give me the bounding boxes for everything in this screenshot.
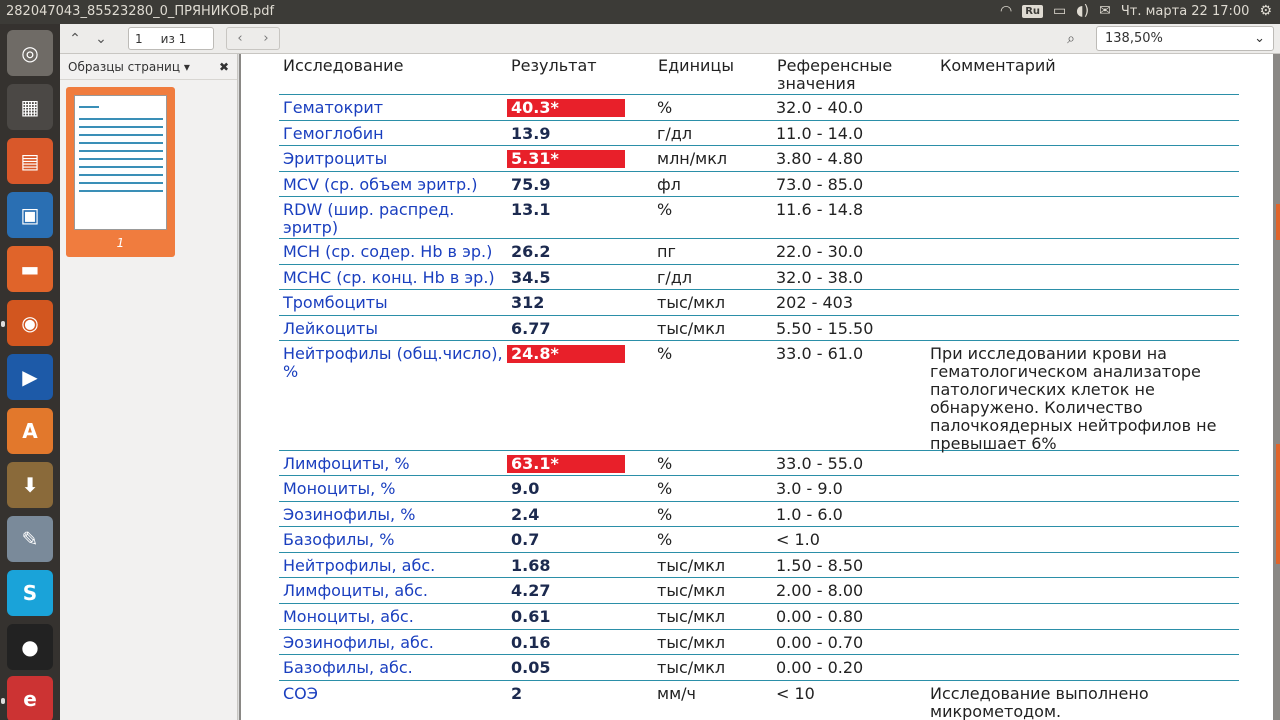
thumbnail-page-number: 1 bbox=[116, 236, 125, 250]
test-name: Базофилы, % bbox=[283, 530, 395, 549]
table-row bbox=[279, 604, 1239, 630]
result-value-flagged: 24.8* bbox=[507, 345, 625, 363]
reference-range: 11.6 - 14.8 bbox=[776, 200, 864, 219]
table-row bbox=[279, 172, 1239, 197]
units: мм/ч bbox=[657, 684, 696, 703]
comment: При исследовании крови на гематологическом анализаторе патологических клеток не обнаружено. Количество палочкоядерных нейтрофилов не превышает 6% bbox=[930, 344, 1217, 453]
table-row bbox=[279, 502, 1239, 527]
thumbnail-page-preview bbox=[74, 95, 167, 230]
scroll-marker bbox=[1276, 204, 1280, 240]
units: фл bbox=[657, 175, 681, 194]
units: % bbox=[657, 505, 673, 524]
units: % bbox=[657, 530, 673, 549]
result-value: 0.05 bbox=[511, 658, 551, 677]
reference-range: < 1.0 bbox=[776, 530, 820, 549]
result-value: 9.0 bbox=[511, 479, 540, 498]
col-header-units: Единицы bbox=[658, 56, 734, 75]
units: г/дл bbox=[657, 124, 693, 143]
previous-page-up-icon[interactable]: ⌃ bbox=[69, 31, 81, 47]
media-player-icon[interactable]: ▶ bbox=[7, 354, 53, 400]
software-center-icon[interactable]: A bbox=[7, 408, 53, 454]
test-name: MCHC (ср. конц. Hb в эр.) bbox=[283, 268, 495, 287]
test-name: Нейтрофилы (общ.число), % bbox=[283, 344, 503, 381]
reference-range: 33.0 - 55.0 bbox=[776, 454, 864, 473]
table-row bbox=[279, 681, 1239, 720]
mail-icon[interactable]: ✉ bbox=[1099, 3, 1111, 19]
table-row bbox=[279, 290, 1239, 316]
test-name: Тромбоциты bbox=[283, 293, 388, 312]
units: млн/мкл bbox=[657, 149, 728, 168]
reference-range: 32.0 - 40.0 bbox=[776, 98, 864, 117]
reference-range: 0.00 - 0.80 bbox=[776, 607, 864, 626]
close-icon[interactable]: ✖ bbox=[218, 59, 229, 74]
viewer-toolbar bbox=[60, 24, 1280, 54]
table-row bbox=[279, 630, 1239, 655]
skype-icon[interactable]: S bbox=[7, 570, 53, 616]
result-value: 13.1 bbox=[511, 200, 551, 219]
result-value: 26.2 bbox=[511, 242, 551, 261]
table-row bbox=[279, 239, 1239, 265]
result-value: 2 bbox=[511, 684, 523, 703]
result-value: 13.9 bbox=[511, 124, 551, 143]
top-panel bbox=[0, 0, 1280, 24]
test-name: Лимфоциты, абс. bbox=[283, 581, 428, 600]
reference-range: 1.50 - 8.50 bbox=[776, 556, 864, 575]
reference-range: 202 - 403 bbox=[776, 293, 854, 312]
result-value-flagged: 5.31* bbox=[507, 150, 625, 168]
reference-range: 3.80 - 4.80 bbox=[776, 149, 864, 168]
units: пг bbox=[657, 242, 676, 261]
reference-range: 0.00 - 0.70 bbox=[776, 633, 864, 652]
result-value: 4.27 bbox=[511, 581, 551, 600]
table-row bbox=[279, 341, 1239, 451]
running-indicator bbox=[1, 321, 5, 327]
result-value-flagged: 40.3* bbox=[507, 99, 625, 117]
table-row bbox=[279, 265, 1239, 290]
units: г/дл bbox=[657, 268, 693, 287]
forward-chevron-icon[interactable]: › bbox=[263, 31, 269, 46]
result-value: 312 bbox=[511, 293, 545, 312]
sidebar-header bbox=[60, 54, 237, 80]
table-row bbox=[279, 451, 1239, 476]
result-value: 2.4 bbox=[511, 505, 540, 524]
document-viewer-icon[interactable]: e bbox=[7, 676, 53, 720]
table-row bbox=[279, 95, 1239, 121]
reference-range: 2.00 - 8.00 bbox=[776, 581, 864, 600]
table-row bbox=[279, 316, 1239, 341]
window-title: 282047043_85523280_0_ПРЯНИКОВ.pdf bbox=[6, 4, 275, 19]
reference-range: 33.0 - 61.0 bbox=[776, 344, 864, 363]
test-name: Гемоглобин bbox=[283, 124, 384, 143]
table-row bbox=[279, 553, 1239, 578]
settings-gear-icon[interactable]: ⚙ bbox=[1259, 3, 1272, 19]
result-value: 0.7 bbox=[511, 530, 540, 549]
keyboard-layout-indicator[interactable]: Ru bbox=[1022, 5, 1043, 18]
result-value: 0.16 bbox=[511, 633, 551, 652]
reference-range: 0.00 - 0.20 bbox=[776, 658, 864, 677]
test-name: Гематокрит bbox=[283, 98, 384, 117]
dash-home-icon[interactable]: ◎ bbox=[7, 30, 53, 76]
table-row bbox=[279, 527, 1239, 553]
test-name: Моноциты, абс. bbox=[283, 607, 414, 626]
units: тыс/мкл bbox=[657, 556, 726, 575]
archive-manager-icon[interactable]: ⬇ bbox=[7, 462, 53, 508]
image-viewer-icon[interactable]: ▣ bbox=[7, 192, 53, 238]
volume-icon[interactable]: ◖) bbox=[1076, 3, 1090, 19]
reference-range: 73.0 - 85.0 bbox=[776, 175, 864, 194]
units: % bbox=[657, 200, 673, 219]
result-value: 1.68 bbox=[511, 556, 551, 575]
test-name: СОЭ bbox=[283, 684, 318, 703]
back-chevron-icon[interactable]: ‹ bbox=[237, 31, 243, 46]
sidebar-mode-dropdown[interactable]: Образцы страниц ▾ bbox=[68, 59, 190, 74]
launcher bbox=[0, 24, 60, 720]
reference-range: 22.0 - 30.0 bbox=[776, 242, 864, 261]
camera-lens-icon[interactable]: ● bbox=[7, 624, 53, 670]
search-icon[interactable]: ⌕ bbox=[1067, 31, 1075, 47]
test-name: MCH (ср. содер. Hb в эр.) bbox=[283, 242, 493, 261]
test-name: Нейтрофилы, абс. bbox=[283, 556, 436, 575]
units: тыс/мкл bbox=[657, 581, 726, 600]
test-name: Эозинофилы, абс. bbox=[283, 633, 434, 652]
running-indicator bbox=[1, 698, 5, 704]
scroll-thumb[interactable] bbox=[1276, 444, 1280, 564]
table-row bbox=[279, 197, 1239, 239]
table-row bbox=[279, 578, 1239, 604]
history-nav bbox=[226, 27, 280, 50]
result-value: 75.9 bbox=[511, 175, 551, 194]
next-page-down-icon[interactable]: ⌄ bbox=[95, 31, 107, 47]
files-folder-icon[interactable]: ▬ bbox=[7, 246, 53, 292]
test-name: Эритроциты bbox=[283, 149, 388, 168]
units: % bbox=[657, 479, 673, 498]
col-header-ref: Референсные значения bbox=[777, 56, 893, 93]
test-name: Лимфоциты, % bbox=[283, 454, 410, 473]
test-name: RDW (шир. распред. эритр) bbox=[283, 200, 455, 237]
wifi-icon[interactable]: ◠ bbox=[999, 3, 1013, 19]
battery-icon[interactable]: ▭ bbox=[1053, 3, 1067, 19]
units: % bbox=[657, 344, 673, 363]
page-thumbnail[interactable] bbox=[66, 87, 175, 257]
system-monitor-icon[interactable]: ✎ bbox=[7, 516, 53, 562]
units: тыс/мкл bbox=[657, 658, 726, 677]
pdf-page bbox=[241, 54, 1273, 720]
test-name: Моноциты, % bbox=[283, 479, 396, 498]
test-name: Лейкоциты bbox=[283, 319, 378, 338]
units: тыс/мкл bbox=[657, 319, 726, 338]
col-header-test: Исследование bbox=[283, 56, 404, 75]
table-row bbox=[279, 121, 1239, 146]
system-tray bbox=[1000, 3, 1272, 19]
reference-range: 32.0 - 38.0 bbox=[776, 268, 864, 287]
zoom-select[interactable] bbox=[1096, 26, 1274, 51]
table-row bbox=[279, 146, 1239, 172]
result-value: 0.61 bbox=[511, 607, 551, 626]
page-total: из 1 bbox=[160, 31, 187, 46]
units: тыс/мкл bbox=[657, 607, 726, 626]
firefox-browser-icon[interactable]: ◉ bbox=[7, 300, 53, 346]
clock[interactable]: Чт. марта 22 17:00 bbox=[1120, 3, 1250, 19]
result-value: 6.77 bbox=[511, 319, 551, 338]
chevron-down-icon: ⌄ bbox=[1254, 31, 1265, 46]
page-current: 1 bbox=[135, 31, 143, 46]
impress-presentation-icon[interactable]: ▤ bbox=[7, 138, 53, 184]
table-row bbox=[279, 476, 1239, 502]
units: тыс/мкл bbox=[657, 293, 726, 312]
units: тыс/мкл bbox=[657, 633, 726, 652]
result-value: 34.5 bbox=[511, 268, 551, 287]
reference-range: 5.50 - 15.50 bbox=[776, 319, 874, 338]
thumbnail-sidebar bbox=[60, 54, 238, 720]
test-name: Базофилы, абс. bbox=[283, 658, 413, 677]
reference-range: 3.0 - 9.0 bbox=[776, 479, 843, 498]
units: % bbox=[657, 98, 673, 117]
result-value-flagged: 63.1* bbox=[507, 455, 625, 473]
col-header-result: Результат bbox=[511, 56, 597, 75]
zoom-value: 138,50% bbox=[1105, 31, 1163, 46]
reference-range: 11.0 - 14.0 bbox=[776, 124, 864, 143]
reference-range: 1.0 - 6.0 bbox=[776, 505, 843, 524]
reference-range: < 10 bbox=[776, 684, 815, 703]
scrollbar[interactable] bbox=[1276, 54, 1280, 720]
col-header-comment: Комментарий bbox=[940, 56, 1056, 75]
table-row bbox=[279, 655, 1239, 681]
test-name: Эозинофилы, % bbox=[283, 505, 416, 524]
units: % bbox=[657, 454, 673, 473]
document-view[interactable] bbox=[239, 54, 1280, 720]
test-name: MCV (ср. объем эритр.) bbox=[283, 175, 478, 194]
calculator-icon[interactable]: ▦ bbox=[7, 84, 53, 130]
page-number-field[interactable] bbox=[128, 27, 214, 50]
comment: Исследование выполнено микрометодом. bbox=[930, 684, 1149, 720]
